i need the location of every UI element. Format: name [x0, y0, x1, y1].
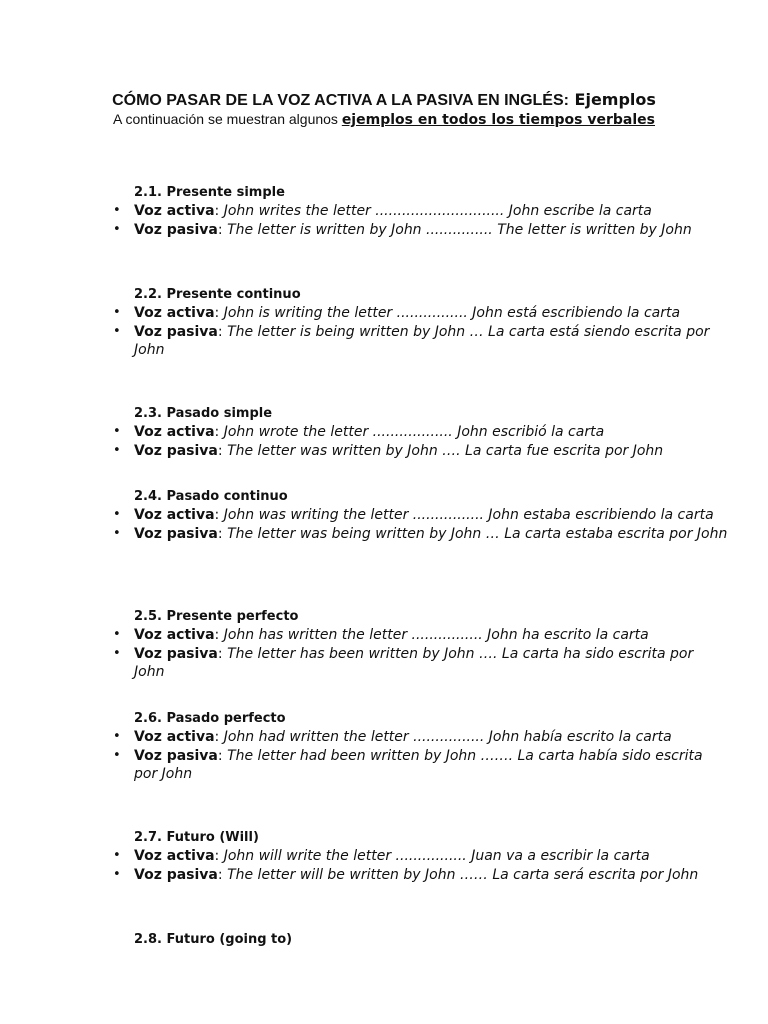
voice-label: Voz pasiva — [134, 747, 218, 764]
section-heading: 2.3. Pasado simple — [134, 406, 273, 421]
example-list — [113, 847, 728, 884]
example-text: John has written the letter ................ John ha escrito la carta — [223, 627, 649, 643]
list-item — [113, 866, 728, 885]
list-item — [113, 202, 728, 221]
voice-label: Voz activa — [134, 627, 215, 643]
example-text: The letter had been written by John ……. La carta había sido escrita por John — [134, 747, 703, 782]
title-tail: Ejemplos — [568, 90, 656, 109]
section-heading: 2.6. Pasado perfecto — [134, 711, 286, 726]
section-pasado-perfecto — [113, 710, 728, 784]
example-text: The letter was written by John …. La carta fue escrita por John — [227, 442, 664, 459]
subtitle-emphasis: ejemplos en todos los tiempos verbales — [341, 112, 655, 128]
voice-label: Voz activa — [134, 305, 215, 321]
label-colon: : — [217, 525, 228, 542]
label-colon: : — [214, 848, 224, 864]
example-text: John wrote the letter .................. John escribió la carta — [223, 424, 605, 440]
document-title — [0, 90, 768, 111]
example-text: John had written the letter ................ John había escrito la carta — [223, 729, 672, 745]
example-text: The letter has been written by John …. La carta ha sido escrita por John — [134, 645, 694, 680]
list-item — [113, 747, 728, 784]
section-pasado-simple — [113, 405, 728, 460]
list-item — [113, 525, 728, 544]
section-heading: 2.4. Pasado continuo — [134, 489, 288, 504]
voice-label: Voz activa — [134, 203, 215, 219]
section-heading: 2.8. Futuro (going to) — [134, 932, 293, 947]
voice-label: Voz activa — [134, 729, 215, 745]
bullet: • — [113, 729, 121, 744]
example-list — [113, 423, 728, 460]
list-item — [113, 506, 728, 525]
section-heading: 2.7. Futuro (Will) — [134, 830, 259, 845]
bullet: • — [113, 848, 121, 863]
document-subtitle — [0, 110, 768, 129]
title-main: CÓMO PASAR DE LA VOZ ACTIVA A LA PASIVA EN INGLÉS: — [112, 92, 569, 109]
section-futuro-going-to — [113, 931, 728, 949]
label-colon: : — [214, 507, 224, 523]
bullet: • — [113, 866, 121, 882]
label-colon: : — [214, 305, 224, 321]
label-colon: : — [217, 645, 228, 662]
example-text: The letter was being written by John … La carta estaba escrita por John — [227, 525, 728, 542]
list-item — [113, 645, 728, 682]
bullet: • — [113, 747, 121, 763]
example-list — [113, 202, 728, 239]
label-colon: : — [217, 323, 228, 340]
voice-label: Voz activa — [134, 848, 215, 864]
label-colon: : — [217, 221, 228, 238]
list-item — [113, 442, 728, 461]
example-text: John will write the letter ................ Juan va a escribir la carta — [223, 848, 650, 864]
example-text: The letter will be written by John …… La carta será escrita por John — [227, 866, 699, 883]
bullet: • — [113, 507, 121, 522]
section-heading: 2.2. Presente continuo — [134, 287, 301, 302]
section-heading: 2.1. Presente simple — [134, 185, 285, 200]
voice-label: Voz pasiva — [134, 442, 218, 459]
example-text: John was writing the letter ................ John estaba escribiendo la carta — [223, 507, 714, 523]
voice-label: Voz activa — [134, 507, 215, 523]
bullet: • — [113, 323, 121, 339]
bullet: • — [113, 525, 121, 541]
bullet: • — [113, 203, 121, 218]
section-futuro-will — [113, 829, 728, 884]
voice-label: Voz pasiva — [134, 221, 218, 238]
list-item — [113, 626, 728, 645]
label-colon: : — [214, 424, 224, 440]
example-text: The letter is being written by John … La carta está siendo escrita por John — [134, 323, 710, 358]
example-list — [113, 626, 728, 682]
section-presente-continuo — [113, 286, 728, 360]
bullet: • — [113, 442, 121, 458]
list-item — [113, 423, 728, 442]
example-list — [113, 506, 728, 543]
list-item — [113, 847, 728, 866]
section-presente-simple — [113, 184, 728, 239]
bullet: • — [113, 221, 121, 237]
voice-label: Voz activa — [134, 424, 215, 440]
voice-label: Voz pasiva — [134, 323, 218, 340]
voice-label: Voz pasiva — [134, 645, 218, 662]
section-pasado-continuo — [113, 488, 728, 543]
list-item — [113, 323, 728, 360]
subtitle-plain: A continuación se muestran algunos — [113, 111, 342, 127]
bullet: • — [113, 305, 121, 320]
section-presente-perfecto — [113, 608, 728, 682]
label-colon: : — [214, 203, 224, 219]
list-item — [113, 221, 728, 240]
example-list — [113, 304, 728, 360]
list-item — [113, 304, 728, 323]
example-text: John writes the letter ............................. John escribe la carta — [223, 203, 652, 219]
label-colon: : — [217, 747, 228, 764]
list-item — [113, 728, 728, 747]
voice-label: Voz pasiva — [134, 866, 218, 883]
bullet: • — [113, 424, 121, 439]
section-heading: 2.5. Presente perfecto — [134, 609, 299, 624]
example-text: The letter is written by John ............... The letter is written by John — [227, 221, 692, 238]
voice-label: Voz pasiva — [134, 525, 218, 542]
bullet: • — [113, 627, 121, 642]
label-colon: : — [217, 442, 228, 459]
example-list — [113, 728, 728, 784]
label-colon: : — [214, 627, 224, 643]
label-colon: : — [217, 866, 228, 883]
example-text: John is writing the letter ................ John está escribiendo la carta — [223, 305, 681, 321]
bullet: • — [113, 645, 121, 661]
label-colon: : — [214, 729, 224, 745]
